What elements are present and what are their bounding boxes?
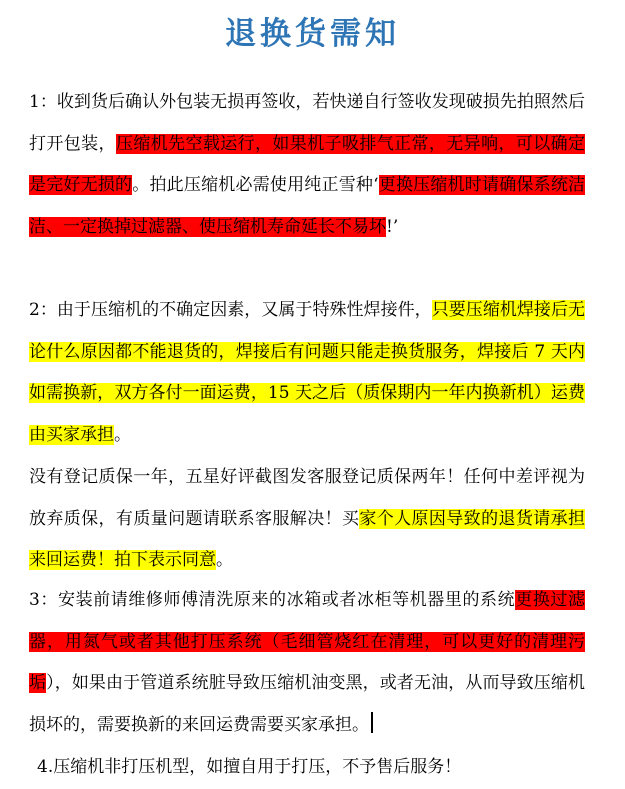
text-segment: 1：收到货后确认外包装无损再签收，若快递自行签收发现破损先拍照然后打开包装， xyxy=(29,92,585,154)
notice-paragraph-3 xyxy=(29,580,585,746)
notice-paragraph-2 xyxy=(29,290,585,456)
text-segment: 。拍此压缩机必需使用纯正雪种‘ xyxy=(132,175,379,195)
text-segment: 。 xyxy=(216,550,233,570)
text-cursor xyxy=(371,712,373,733)
text-segment: 没有登记质保一年，五星好评截图发客服登记质保两年！任何中差评视为放弃质保，有质量问题请联系客服解决！买 xyxy=(29,467,585,529)
yellow-highlight: 家个人原因导致的退货请承担来回运费！拍下表示同意 xyxy=(29,508,586,570)
red-highlight: 更换过滤器，用氮气或者其他打压系统（毛细管烧红在清理，可以更好的清理污垢 xyxy=(29,590,585,693)
red-highlight: 更换压缩机时请确保系统洁洁、一定换掉过滤器、使压缩机寿命延长不易坏 xyxy=(29,175,586,237)
text-segment: 。 xyxy=(114,424,131,445)
notice-paragraph-4: 4.压缩机非打压机型，如擅自用于打压，不予售后服务！ xyxy=(37,757,462,777)
page-title: 退换货需知 xyxy=(225,16,400,52)
warranty-paragraph xyxy=(29,457,585,582)
text-segment: !’ xyxy=(386,216,399,237)
text-segment: 3：安装前请维修师傅清洗原来的冰箱或者冰柜等机器里的系统 xyxy=(29,590,516,610)
text-segment: 2：由于压缩机的不确定因素，又属于特殊性焊接件， xyxy=(29,300,432,320)
text-segment: ），如果由于管道系统脏导致压缩机油变黑，或者无油，从而导致压缩机损坏的，需要换新的来回运费需要买家承担。 xyxy=(29,673,585,735)
notice-paragraph-1 xyxy=(29,82,585,248)
red-highlight: 压缩机先空载运行，如果机子吸排气正常，无异响，可以确定是完好无损的 xyxy=(29,133,586,195)
yellow-highlight: 只要压缩机焊接后无论什么原因都不能退货的，焊接后有问题只能走换货服务，焊接后 7 天内如需换新，双方各付一面运费，15 天之后（质保期内一年内换新机）运费由买家承担 xyxy=(29,300,585,445)
